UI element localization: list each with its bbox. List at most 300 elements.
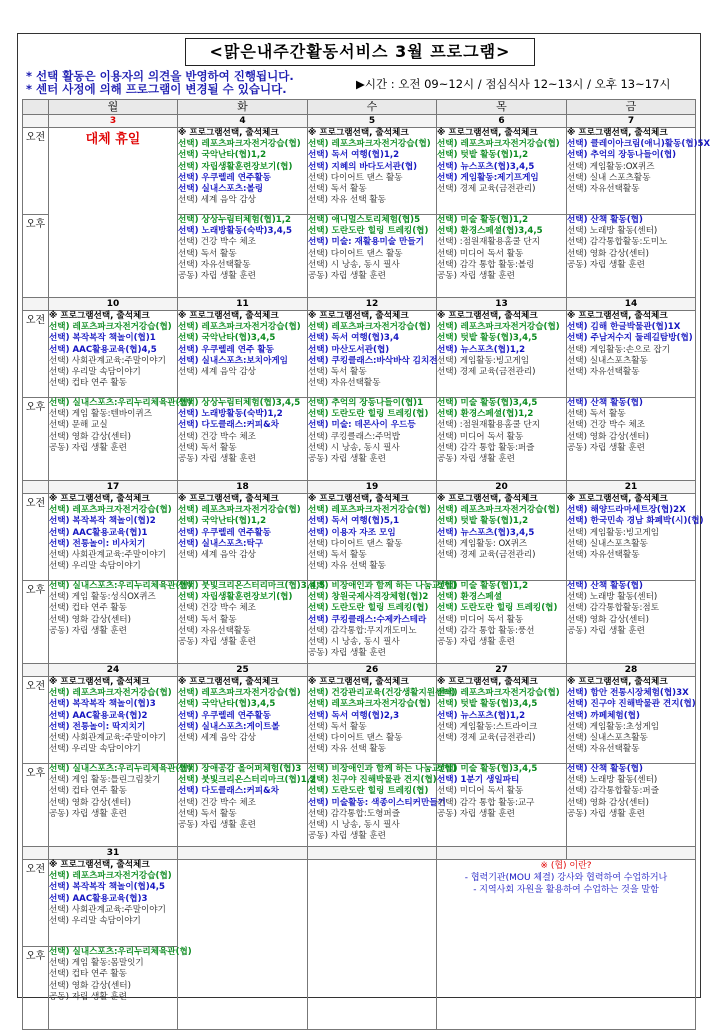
program-line: 선택) 친구야 진해박물관 견지(협) bbox=[308, 775, 437, 786]
program-line: 공동) 자립 생활 훈련 bbox=[49, 808, 127, 819]
program-line: 선택) 게임 활동:틀린그림찾기 bbox=[49, 775, 161, 786]
program-line: 선택) 미디어 독서 활동 bbox=[437, 431, 524, 442]
weekday-fri: 금 bbox=[567, 100, 696, 115]
program-line: 선택) 시 낭송, 동시 필사 bbox=[308, 637, 400, 648]
program-line: 선택) 뉴스포츠(협)1,2 bbox=[437, 710, 526, 721]
pm-program-cell bbox=[49, 764, 192, 847]
program-line: 공동) 자립 생활 훈련 bbox=[178, 454, 256, 465]
program-line: 선택) 건강 박수 체조 bbox=[567, 420, 645, 431]
program-line: 선택) 세계 음악 감상 bbox=[178, 550, 256, 561]
program-line: 선택) 실내스포츠:우리누리체육관(협) bbox=[49, 398, 192, 408]
program-line: 선택) 미술 활동(협)1,2 bbox=[437, 215, 529, 225]
program-line: 선택) 다도클래스:커피&차 bbox=[178, 786, 279, 797]
date-corner bbox=[23, 847, 49, 860]
program-line: 선택) 국악난타(협)3,4,5 bbox=[178, 699, 276, 710]
program-line: 선택) 우리말 속담이야기 bbox=[49, 561, 141, 572]
program-line: 선택) 감각통합활동:도미노 bbox=[567, 237, 668, 248]
program-line: 선택) 독서 활동 bbox=[178, 442, 237, 453]
program-line: 선택) 레포츠파크자전거강습(협) bbox=[178, 322, 301, 333]
program-line: 선택) 레포츠파크자전거강습(협) bbox=[437, 688, 560, 699]
program-line: 선택) 실내스포츠:탁구 bbox=[178, 538, 264, 549]
period-label-pm: 오후 bbox=[23, 215, 49, 298]
corner-cell bbox=[23, 100, 49, 115]
program-line: 선택) 경제 교육(금전관리) bbox=[437, 550, 536, 561]
program-line: 선택) 환경스페셜 bbox=[437, 592, 503, 603]
program-line: 선택) 전통놀이: 비사치기 bbox=[49, 538, 146, 549]
program-line: 선택) 쿠킹클래스:수제카스테라 bbox=[308, 614, 427, 625]
date-cell: 19 bbox=[308, 481, 437, 494]
program-line: 선택) 감각 통합 활동:풍선 bbox=[437, 625, 535, 636]
program-line: 선택) 미디어 독서 활동 bbox=[437, 248, 524, 259]
program-line: 선택) 레포츠파크자전거강습(협) bbox=[178, 505, 301, 516]
date-cell: 14 bbox=[567, 298, 696, 311]
date-row bbox=[23, 298, 696, 311]
program-line: 선택) 마산도서관(협) bbox=[308, 344, 390, 355]
program-line: 선택) 자유선택활동 bbox=[178, 625, 251, 636]
program-line: 선택) 미술 활동(협)3,4,5 bbox=[437, 398, 538, 408]
program-line: 선택) 국악난타(협)1,2 bbox=[178, 516, 267, 527]
pm-program-cell bbox=[178, 764, 316, 847]
program-line: 선택) 실내스포츠활동 bbox=[567, 355, 648, 366]
am-program-cell bbox=[437, 311, 567, 398]
program-line: 선택) 환경스페셜(협)1,2 bbox=[437, 409, 534, 420]
program-line: 선택) 국악난타(협)3,4,5 bbox=[178, 333, 276, 344]
program-line: 선택) 붓빛크리온스터리마크(협)3,4,5 bbox=[178, 581, 326, 591]
program-line: 선택) 감각 통합 활동:퍼즐 bbox=[437, 442, 535, 453]
program-line: 공동) 자립 생활 훈련 bbox=[308, 271, 386, 282]
program-line: 선택) 자유선택활동 bbox=[308, 378, 381, 389]
program-line: 공동) 자립 생활 훈련 bbox=[437, 271, 515, 282]
program-line: 선택) 게임 활동:텐바이퀴즈 bbox=[49, 409, 153, 420]
schedule-table bbox=[22, 99, 711, 1030]
date-corner bbox=[23, 664, 49, 677]
date-corner bbox=[23, 298, 49, 311]
pm-program-cell bbox=[567, 215, 696, 298]
am-program-cell bbox=[178, 311, 308, 398]
program-line: 선택) 다이어트 댄스 활동 bbox=[308, 538, 403, 549]
program-line: 선택) 레포츠파크자전거강습(협) bbox=[437, 322, 560, 333]
program-line: 선택) 비장애인과 함께 하는 나눔교(협) bbox=[308, 581, 457, 591]
program-line: 선택) 레포츠파크자전거강습(협) bbox=[308, 139, 431, 150]
program-line: 선택) 상상누림터체험(협)1,2 bbox=[178, 215, 292, 225]
program-line: 선택) 장애공감 올어퍼체험(협)3 bbox=[178, 764, 302, 774]
program-line: 선택) 영화 감상(센터) bbox=[567, 614, 649, 625]
program-line: 선택) :점원재활용홈쿨 단지 bbox=[437, 420, 541, 431]
program-line: 공동) 자립 생활 훈련 bbox=[178, 820, 256, 831]
program-line: ※ 프로그램선택, 출석체크 bbox=[308, 494, 409, 504]
program-line: 선택) 레포츠파크자전거강습(협) bbox=[49, 322, 172, 333]
program-line: ※ 프로그램선택, 출석체크 bbox=[308, 311, 409, 321]
date-cell: 21 bbox=[567, 481, 696, 494]
program-line: 선택) 레포츠파크자전거강습(협) bbox=[308, 322, 431, 333]
pm-program-cell bbox=[49, 947, 192, 1030]
program-line: ※ 프로그램선택, 출석체크 bbox=[437, 128, 538, 138]
program-line: 선택) 실내스포츠:우리누리체육관(협) bbox=[49, 764, 192, 774]
footnote-line: - 지역사회 자원을 활용하여 수업하는 것을 말함 bbox=[473, 885, 659, 895]
program-line: 선택) :점원재활용홈쿨 단지 bbox=[437, 237, 541, 248]
date-row bbox=[23, 664, 696, 677]
program-line: 선택) 복작복작 책놀이(협)2 bbox=[49, 516, 156, 527]
program-line: 선택) 해양드라마세트장(협)2X bbox=[567, 505, 686, 516]
pm-program-cell bbox=[437, 215, 567, 298]
program-line: 공동) 자립 생활 훈련 bbox=[437, 637, 515, 648]
program-line: 선택) 1분기 생일파티 bbox=[437, 775, 520, 786]
program-line: 선택) 건강 박수 체조 bbox=[178, 603, 256, 614]
program-line: 선택) 게임 활동:성식OX퀴즈 bbox=[49, 592, 156, 603]
program-line: 선택) 미디어 독서 활동 bbox=[437, 786, 524, 797]
notice-item: * 선택 활동은 이용자의 의견을 반영하여 진행됩니다. bbox=[26, 69, 294, 83]
pm-row bbox=[23, 398, 696, 481]
program-line: 선택) 산책 활동(협) bbox=[567, 398, 643, 408]
program-line: 선택) 사회관계교육:주말이야기 bbox=[49, 733, 166, 744]
program-line: 공동) 자립 생활 훈련 bbox=[49, 991, 127, 1002]
program-line: 선택) 이용자 자조 모임 bbox=[308, 527, 396, 538]
program-line: 선택) 추억의 장동나들이(협) bbox=[567, 150, 677, 161]
date-cell: 31 bbox=[49, 847, 178, 860]
program-line: 선택) 세계 음악 감상 bbox=[178, 195, 256, 206]
program-line: 선택) 자유 선택 활동 bbox=[308, 561, 386, 572]
pm-program-cell bbox=[567, 764, 696, 847]
footnote-title: ※ (협) 이란? bbox=[540, 861, 592, 871]
program-line: ※ 프로그램선택, 출석체크 bbox=[49, 494, 150, 504]
program-line: 선택) 실내스포츠:우리누리체육관(협) bbox=[49, 947, 192, 957]
pm-program-cell bbox=[308, 215, 437, 298]
weekday-wed: 수 bbox=[308, 100, 437, 115]
program-line: 선택) 클레이아크림(애니)활동(협)5X bbox=[567, 139, 711, 150]
program-line: 공동) 자립 생활 훈련 bbox=[178, 271, 256, 282]
date-cell: 27 bbox=[437, 664, 567, 677]
period-label-am: 오전 bbox=[23, 677, 49, 764]
program-line: 선택) 레포츠파크자전거강습(협) bbox=[437, 505, 560, 516]
program-line: 선택) 함안 전통시장체험(협)3X bbox=[567, 688, 689, 699]
date-row bbox=[23, 115, 696, 128]
program-line: 선택) 자유선택활동 bbox=[178, 259, 251, 270]
program-line: 선택) 감각 통합 활동:볼링 bbox=[437, 259, 535, 270]
program-line: 선택) 지혜의 바다도서관(협) bbox=[308, 161, 418, 172]
program-line: ※ 프로그램선택, 출석체크 bbox=[49, 860, 150, 870]
period-label-pm: 오후 bbox=[23, 398, 49, 481]
program-line: 선택) 레포츠파크자전거강습(협) bbox=[178, 139, 301, 150]
program-line: 선택) 독서 활동 bbox=[178, 248, 237, 259]
program-line: 선택) 산책 활동(협) bbox=[567, 764, 643, 774]
pm-program-cell bbox=[567, 581, 696, 664]
program-line: 선택) 복작복작 책놀이(협)3 bbox=[49, 699, 156, 710]
weekday-mon: 월 bbox=[49, 100, 178, 115]
program-line: 선택) 환경스페셜(협)3,4,5 bbox=[437, 226, 543, 237]
program-line: ※ 프로그램선택, 출석체크 bbox=[567, 128, 668, 138]
program-line: 선택) 다이어트 댄스 활동 bbox=[308, 733, 403, 744]
program-line: 선택) 추억의 장동나들이(협)1 bbox=[308, 398, 424, 408]
program-line: 선택) 경제 교육(금전관리) bbox=[437, 733, 536, 744]
program-line: 선택) 국악난타(협)1,2 bbox=[178, 150, 267, 161]
program-line: 선택) 텃밭 활동(협)3,4,5 bbox=[437, 333, 538, 344]
program-line: 선택) 영화 감상(센터) bbox=[49, 614, 131, 625]
program-line: 선택) 게임활동:스트라이크 bbox=[437, 721, 538, 732]
program-line: 선택) 문해 교실 bbox=[49, 420, 108, 431]
program-line: 선택) 게임활동:초성게임 bbox=[567, 721, 659, 732]
program-line: ※ 프로그램선택, 출석체크 bbox=[437, 677, 538, 687]
period-label-pm: 오후 bbox=[23, 764, 49, 847]
program-line: 선택) 레포츠파크자전거강습(협) bbox=[49, 505, 172, 516]
pm-program-cell bbox=[308, 764, 457, 847]
program-line: 선택) 실내스포츠:볼링 bbox=[178, 184, 264, 195]
program-line: 선택) 도란도란 힐링 트레킹(협) bbox=[308, 226, 429, 237]
program-line: 선택) 게임 활동:몸말잇기 bbox=[49, 958, 144, 969]
program-line: 선택) 우쿠렐레 연주활동 bbox=[178, 527, 271, 538]
program-line: 선택) 자유 선택 활동 bbox=[308, 195, 386, 206]
am-program-cell bbox=[567, 128, 711, 215]
date-cell: 28 bbox=[567, 664, 696, 677]
program-line: 선택) 독서 활동 bbox=[567, 409, 626, 420]
program-line: 선택) 미술 활동(협)3,4,5 bbox=[437, 764, 538, 774]
program-line: 선택) 시 낭송, 동시 필사 bbox=[308, 442, 400, 453]
program-line: 선택) 컵타 연주 활동 bbox=[49, 378, 127, 389]
program-line: 선택) 경제 교육(금전관리) bbox=[437, 367, 536, 378]
period-label-am: 오전 bbox=[23, 860, 49, 947]
program-line: 선택) 실내스포츠:보치아게임 bbox=[178, 355, 288, 366]
program-line: 선택) 자유선택활동 bbox=[567, 367, 640, 378]
program-line: 선택) 실내스포츠:게이트볼 bbox=[178, 721, 280, 732]
program-line: 선택) 건강 박수 체조 bbox=[178, 797, 256, 808]
program-line: 선택) 다이어트 댄스 활동 bbox=[308, 248, 403, 259]
program-line: 선택) 창원국제사격장체험(협)2 bbox=[308, 592, 429, 603]
program-line: 선택) 비장애인과 함께 하는 나눔교(협) bbox=[308, 764, 457, 774]
program-line: ※ 프로그램선택, 출석체크 bbox=[437, 311, 538, 321]
program-line: ※ 프로그램선택, 출석체크 bbox=[178, 311, 279, 321]
program-line: 선택) 복작복작 책놀이(협)1 bbox=[49, 333, 156, 344]
am-program-cell bbox=[49, 311, 178, 398]
program-line: 선택) 다도클래스:커피&차 bbox=[178, 420, 279, 431]
period-label-am: 오전 bbox=[23, 494, 49, 581]
pm-program-cell bbox=[567, 398, 696, 481]
pm-program-cell bbox=[178, 581, 326, 664]
pm-program-cell bbox=[437, 398, 567, 481]
program-line: 선택) 게임활동:제기프게임 bbox=[437, 172, 539, 183]
program-line: 선택) 도란도란 힐링 트레킹(협) bbox=[437, 603, 558, 614]
program-line: 선택) 컵타 연주 활동 bbox=[49, 969, 127, 980]
date-cell: 6 bbox=[437, 115, 567, 128]
am-program-cell bbox=[178, 677, 308, 764]
program-line: 공동) 자립 생활 훈련 bbox=[49, 442, 127, 453]
notice-item: * 센터 사정에 의해 프로그램이 변경될 수 있습니다. bbox=[26, 82, 287, 96]
date-cell: 24 bbox=[49, 664, 178, 677]
program-line: 선택) 레포츠파크자전거강습(협) bbox=[49, 871, 172, 882]
program-line: 선택) 미디어 독서 활동 bbox=[437, 614, 524, 625]
program-line: 선택) 도란도란 힐링 트레킹(협) bbox=[308, 786, 429, 797]
program-line: 선택) 쿠킹클래스:주먹밥 bbox=[308, 431, 400, 442]
program-line: 선택) 자유선택활동 bbox=[567, 550, 640, 561]
program-line: 공동) 자립 생활 훈련 bbox=[567, 625, 645, 636]
program-line: 선택) 쿠킹클래스:바삭바삭 김치전 bbox=[308, 355, 438, 366]
date-cell bbox=[437, 847, 567, 860]
program-line: 선택) 자립생활훈련장보기(협) bbox=[178, 161, 293, 172]
program-line: 선택) 우리말 속담이야기 bbox=[49, 916, 141, 927]
am-program-cell bbox=[178, 494, 308, 581]
program-line: 선택) 레포츠파크자전거강습(협) bbox=[437, 139, 560, 150]
program-line: 선택) 감각통합활동:점토 bbox=[567, 603, 659, 614]
program-line: 선택) 컵타 연주 활동 bbox=[49, 786, 127, 797]
program-line: ※ 프로그램선택, 출석체크 bbox=[178, 494, 279, 504]
footnote-box bbox=[437, 860, 696, 1030]
weekday-thu: 목 bbox=[437, 100, 567, 115]
program-line: 선택) 독서 활동 bbox=[308, 184, 367, 195]
program-line: 선택) 다이어트 댄스 활동 bbox=[308, 172, 403, 183]
program-line: 선택) 자유선택활동 bbox=[567, 184, 640, 195]
program-line: 선택) 산책 활동(협) bbox=[567, 581, 643, 591]
program-line: ※ 프로그램선택, 출석체크 bbox=[567, 311, 668, 321]
program-line: 선택) 영화 감상(센터) bbox=[567, 248, 649, 259]
program-line: 선택) 우리말 속담이야기 bbox=[49, 744, 141, 755]
holiday-cell: 대체 휴일 bbox=[49, 128, 178, 298]
program-line: 선택) 미술: 데몬사이 우드등 bbox=[308, 420, 416, 431]
am-program-cell bbox=[308, 677, 456, 764]
date-cell bbox=[178, 847, 308, 860]
date-row bbox=[23, 847, 696, 860]
program-line: 선택) 사회관계교육:주말이야기 bbox=[49, 550, 166, 561]
am-program-cell bbox=[437, 677, 567, 764]
date-cell: 3 bbox=[49, 115, 178, 128]
pm-row bbox=[23, 581, 696, 664]
program-line: 선택) 노래방 활동(센터) bbox=[567, 775, 658, 786]
am-row bbox=[23, 128, 696, 215]
program-line: 선택) 감각통합활동:퍼즐 bbox=[567, 786, 659, 797]
program-line: 선택) 영화 감상(센터) bbox=[567, 797, 649, 808]
operating-hours: ▶시간 : 오전 09~12시 / 점심식사 12~13시 / 오후 13~17시 bbox=[356, 77, 671, 91]
am-row bbox=[23, 860, 696, 947]
program-line: ※ 프로그램선택, 출석체크 bbox=[178, 128, 279, 138]
program-line: 공동) 자립 생활 훈련 bbox=[437, 808, 515, 819]
program-line: 선택) 감각통합:도형퍼즐 bbox=[308, 808, 400, 819]
program-line: 선택) 실내 스포츠활동 bbox=[567, 172, 651, 183]
am-program-cell bbox=[437, 494, 567, 581]
program-line: ※ 프로그램선택, 출석체크 bbox=[437, 494, 538, 504]
program-line: 공동) 자립 생활 훈련 bbox=[567, 259, 645, 270]
program-line: 선택) 우리말 속담이야기 bbox=[49, 367, 141, 378]
notice-list bbox=[26, 70, 294, 96]
program-line: ※ 프로그램선택, 출석체크 bbox=[49, 677, 150, 687]
empty-cell bbox=[178, 860, 308, 1030]
program-line: 선택) 독서 활동 bbox=[178, 614, 237, 625]
program-line: 선택) 감각 통합 활동:교구 bbox=[437, 797, 535, 808]
program-line: 공동) 자립 생활 훈련 bbox=[567, 442, 645, 453]
am-row bbox=[23, 494, 696, 581]
program-line: 선택) 애니멀스토리체험(협)5 bbox=[308, 215, 421, 225]
program-line: 선택) 뉴스포츠(협)3,4,5 bbox=[437, 161, 535, 172]
program-line: 선택) 시 낭송, 동시 필사 bbox=[308, 259, 400, 270]
am-program-cell bbox=[178, 128, 308, 215]
am-program-cell bbox=[567, 677, 696, 764]
date-cell: 11 bbox=[178, 298, 308, 311]
program-line: ※ 프로그램선택, 출석체크 bbox=[308, 128, 409, 138]
program-line: 선택) 우쿠렐레 연주 활동 bbox=[178, 344, 274, 355]
program-line: 선택) 실내스포츠:우리누리체육관(협) bbox=[49, 581, 192, 591]
program-line: ※ 프로그램선택, 출석체크 bbox=[178, 677, 279, 687]
program-line: 선택) 레포츠파크자전거강습(협) bbox=[178, 688, 301, 699]
program-line: 공동) 자립 생활 훈련 bbox=[308, 454, 386, 465]
date-cell: 25 bbox=[178, 664, 308, 677]
program-line: 선택) 노래방 활동(센터) bbox=[567, 226, 658, 237]
date-row bbox=[23, 481, 696, 494]
am-row bbox=[23, 311, 696, 398]
program-line: 선택) 한국민속 경남 화폐박(시)(협) bbox=[567, 516, 704, 527]
am-program-cell bbox=[437, 128, 567, 215]
date-cell: 12 bbox=[308, 298, 437, 311]
program-line: 선택) 게임활동:빙고게임 bbox=[567, 527, 659, 538]
program-line: ※ 프로그램선택, 출석체크 bbox=[567, 677, 668, 687]
program-line: 선택) 독서 여행(협)1,2 bbox=[308, 150, 400, 161]
program-line: 선택) 독서 활동 bbox=[178, 808, 237, 819]
program-line: 선택) 컵타 연주 활동 bbox=[49, 603, 127, 614]
date-cell: 17 bbox=[49, 481, 178, 494]
program-line: 선택) AAC활용교육(협)1 bbox=[49, 527, 148, 538]
pm-row bbox=[23, 764, 696, 847]
program-line: 선택) 건강 박수 체조 bbox=[178, 431, 256, 442]
program-line: 선택) 도란도란 힐링 트레킹(협) bbox=[308, 603, 429, 614]
program-line: 선택) 세계 음악 감상 bbox=[178, 733, 256, 744]
period-label-am: 오전 bbox=[23, 311, 49, 398]
program-line: ※ 프로그램선택, 출석체크 bbox=[49, 311, 150, 321]
am-program-cell bbox=[308, 128, 437, 215]
date-cell: 20 bbox=[437, 481, 567, 494]
program-line: 선택) 텃밭 활동(협)1,2 bbox=[437, 150, 529, 161]
am-program-cell bbox=[308, 311, 437, 398]
program-line: 선택) 실내스포츠활동 bbox=[567, 538, 648, 549]
program-line: 공동) 자립 생활 훈련 bbox=[49, 625, 127, 636]
program-line: 선택) 까페체험(협) bbox=[567, 710, 640, 721]
program-line: 선택) 건강관리교육(건강생활지원센터) bbox=[308, 688, 456, 699]
program-line: ※ 프로그램선택, 출석체크 bbox=[567, 494, 668, 504]
program-line: 선택) 영화 감상(센터) bbox=[567, 431, 649, 442]
program-line: 선택) 자유선택활동 bbox=[567, 744, 640, 755]
program-line: 선택) 텃밭 활동(협)3,4,5 bbox=[437, 699, 538, 710]
program-line: 선택) AAC활용교육(협)2 bbox=[49, 710, 148, 721]
program-line: 선택) 전통놀이: 딱지치기 bbox=[49, 721, 146, 732]
am-program-cell bbox=[49, 677, 178, 764]
date-cell: 4 bbox=[178, 115, 308, 128]
program-line: 공동) 자립 생활 훈련 bbox=[308, 831, 386, 842]
program-line: 선택) 미술: 재활용미술 만들기 bbox=[308, 237, 424, 248]
date-cell: 10 bbox=[49, 298, 178, 311]
program-line: 선택) 경제 교육(금전관리) bbox=[437, 184, 536, 195]
program-line: 선택) AAC활용교육(협)4,5 bbox=[49, 344, 157, 355]
pm-program-cell bbox=[178, 398, 308, 481]
date-cell bbox=[308, 847, 437, 860]
program-line: 선택) 주남저수지 둘레길탐방(협) bbox=[567, 333, 693, 344]
weekday-header-row bbox=[23, 100, 696, 115]
page-title: <맑은내주간활동서비스 3월 프로그램> bbox=[185, 38, 535, 66]
date-cell: 13 bbox=[437, 298, 567, 311]
program-line: 선택) 산책 활동(협) bbox=[567, 215, 643, 225]
program-line: 선택) 노래방활동(숙박)1,2 bbox=[178, 409, 283, 420]
program-line: 선택) 게임활동:OX퀴즈 bbox=[567, 161, 655, 172]
empty-cell bbox=[308, 860, 437, 1030]
date-corner bbox=[23, 115, 49, 128]
program-line: 선택) 게임활동:손으로 잡기 bbox=[567, 344, 671, 355]
program-line: 선택) 김해 한글박물관(협)1X bbox=[567, 322, 681, 333]
weekday-tue: 화 bbox=[178, 100, 308, 115]
pm-program-cell bbox=[178, 215, 308, 298]
program-line: 선택) 게임활동: OX퀴즈 bbox=[437, 538, 528, 549]
program-line: 선택) 독서 여행(협)5,1 bbox=[308, 516, 400, 527]
am-program-cell bbox=[49, 860, 178, 947]
date-cell bbox=[567, 847, 696, 860]
program-line: 선택) 상상누림터체험(협)3,4,5 bbox=[178, 398, 301, 408]
pm-program-cell bbox=[308, 581, 457, 664]
pm-program-cell bbox=[308, 398, 437, 481]
program-line: 선택) 붓빛크리온스터리마크(협)1,2 bbox=[178, 775, 316, 786]
program-line: 선택) 미술 활동(협)1,2 bbox=[437, 581, 529, 591]
date-cell: 7 bbox=[567, 115, 696, 128]
